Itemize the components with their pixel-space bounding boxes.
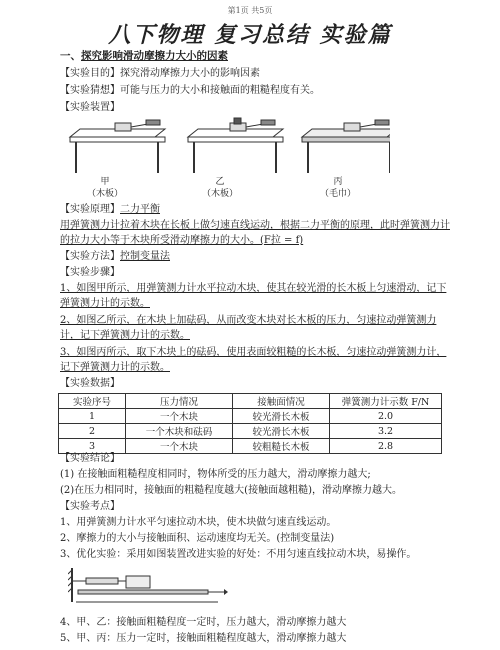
- conclusion-1: (1) 在接触面粗糙程度相同时，物体所受的压力越大，滑动摩擦力越大;: [60, 469, 371, 480]
- method-line: 【实验方法】控制变量法: [60, 251, 170, 262]
- table-header: 压力情况: [126, 394, 233, 409]
- principle-text: 用弹簧测力计拉着木块在长板上做匀速直线运动，根据二力平衡的原理，此时弹簧测力计的拉力大小等于木块所受滑动摩擦力的大小。(F拉 = f): [60, 220, 450, 246]
- point-2: 2、摩擦力的大小与接触面积、运动速度均无关。(控制变量法): [60, 533, 335, 544]
- page-title: 八下物理 复习总结 实验篇: [108, 22, 392, 48]
- apparatus-figures: [60, 115, 390, 175]
- steps-label: 【实验步骤】: [60, 267, 120, 278]
- figure-yi-illustration: [188, 118, 283, 173]
- points-label: 【实验考点】: [60, 501, 120, 512]
- principle-value: 二力平衡: [120, 204, 160, 215]
- figure-bing-caption: 丙 （毛巾）: [319, 177, 356, 199]
- figure-jia-illustration: [70, 120, 165, 173]
- figure-jia-caption: 甲 （木板）: [86, 177, 123, 199]
- guess-line: 【实验猜想】可能与压力的大小和接触面的粗糙程度有关。: [60, 85, 320, 96]
- method-value: 控制变量法: [120, 251, 170, 262]
- point-1: 1、用弹簧测力计水平匀速拉动木块，使木块做匀速直线运动。: [60, 517, 337, 528]
- point-4: 4、甲、乙：接触面粗糙程度一定时，压力越大，滑动摩擦力越大: [60, 617, 347, 628]
- figure-yi-caption: 乙 （木板）: [201, 177, 238, 199]
- purpose-line: 【实验目的】探究滑动摩擦力大小的影响因素: [60, 68, 260, 79]
- step-1: 1、如图甲所示，用弹簧测力计水平拉动木块，使其在较光滑的长木板上匀速滑动，记下弹簧测力计的示数。: [60, 283, 447, 309]
- step-3: 3、如图丙所示，取下木块上的砝码，使用表面较粗糙的长木板，匀速拉动弹簧测力计，记下弹簧测力计的示数。: [60, 347, 447, 373]
- point-5: 5、甲、丙：压力一定时，接触面粗糙程度越大，滑动摩擦力越大: [60, 633, 347, 644]
- improved-apparatus-figure: [68, 566, 228, 606]
- table-header: 接触面情况: [233, 394, 330, 409]
- step-2: 2、如图乙所示，在木块上加砝码，从而改变木块对长木板的压力，匀速拉动弹簧测力计，记下弹簧测力计的示数。: [60, 315, 437, 341]
- apparatus-label: 【实验装置】: [60, 102, 120, 113]
- table-header: 实验序号: [59, 394, 126, 409]
- section-index: 一、: [60, 50, 81, 62]
- section-title: 探究影响滑动摩擦力大小的因素: [81, 50, 228, 62]
- table-header: 弹簧测力计示数 F/N: [330, 394, 442, 409]
- section-heading: [60, 48, 228, 63]
- data-label: 【实验数据】: [60, 378, 120, 389]
- point-3: 3、优化实验：采用如图装置改进实验的好处：不用匀速直线拉动木块，易操作。: [60, 549, 417, 560]
- table-row: 1 一个木块 较光滑长木板 2.0: [59, 409, 442, 424]
- conclusion-label: 【实验结论】: [60, 453, 120, 464]
- figure-bing-illustration: [302, 120, 390, 173]
- page-number: 第1页 共5页: [227, 6, 273, 15]
- principle-line: 【实验原理】二力平衡: [60, 204, 160, 215]
- table-header-row: [59, 394, 442, 409]
- table-row: 3 一个木块 较粗糙长木板 2.8: [59, 439, 442, 454]
- data-table: [58, 393, 442, 454]
- conclusion-2: (2)在压力相同时，接触面的粗糙程度越大(接触面越粗糙)，滑动摩擦力越大。: [60, 485, 402, 496]
- table-row: 2 一个木块和砝码 较光滑长木板 3.2: [59, 424, 442, 439]
